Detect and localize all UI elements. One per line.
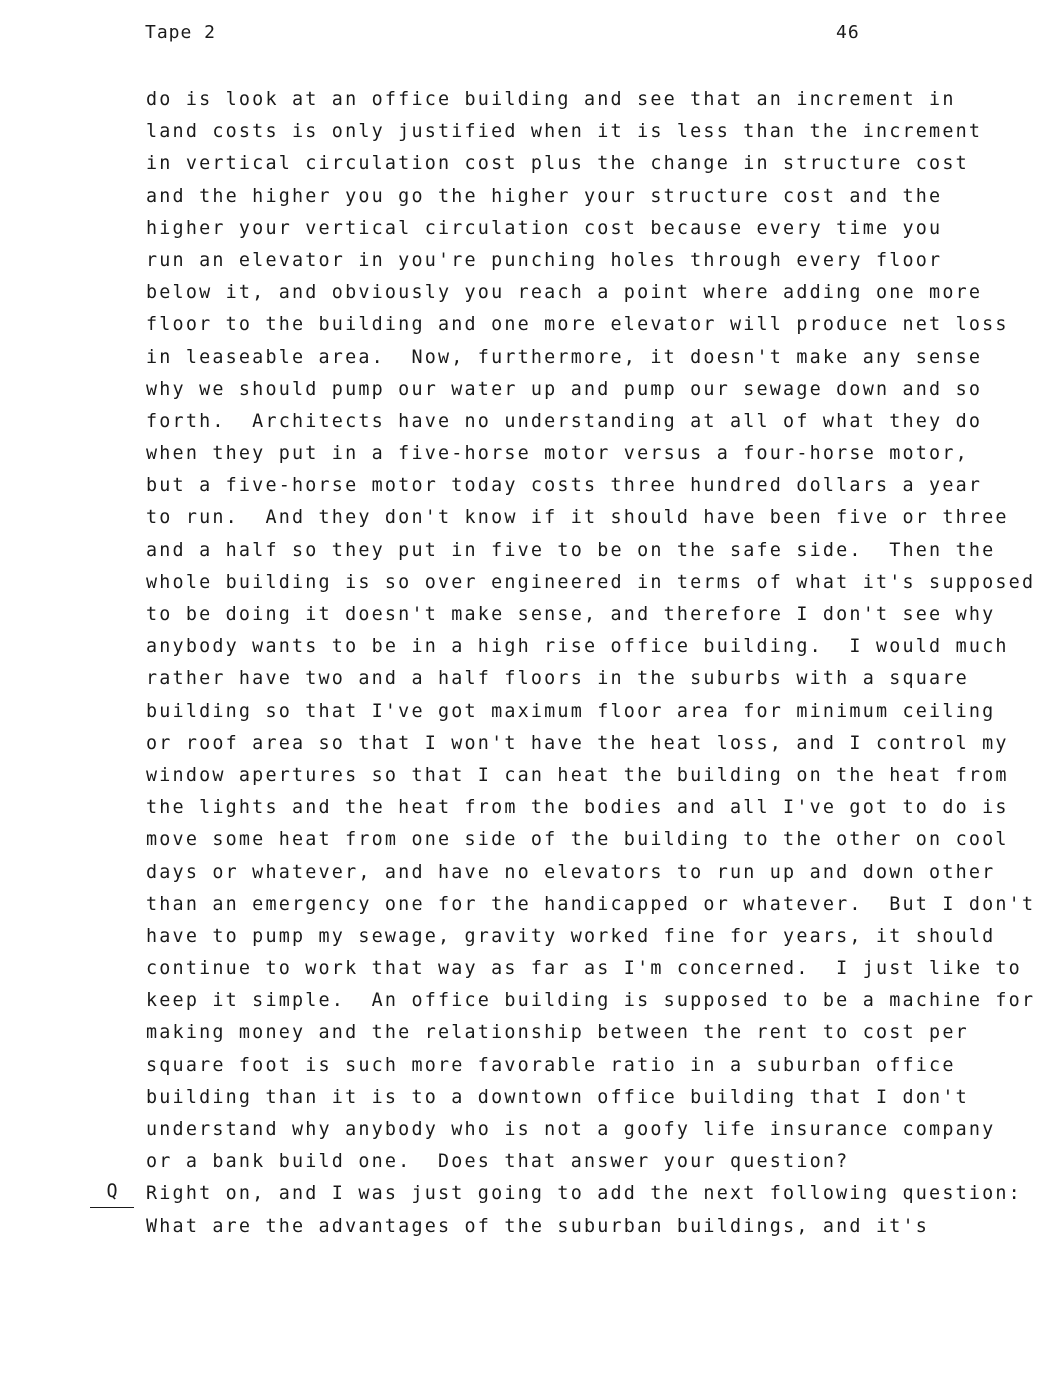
page-number: 46 (836, 22, 860, 43)
text-line: building so that I've got maximum floor area for minimum ceiling (146, 700, 996, 722)
question-line: What are the advantages of the suburban buildings, and it's (146, 1215, 930, 1237)
text-line: and a half so they put in five to be on the safe side. Then the (146, 539, 996, 561)
text-line: in leaseable area. Now, furthermore, it doesn't make any sense (146, 346, 983, 368)
text-line: why we should pump our water up and pump our sewage down and so (146, 378, 983, 400)
text-line: days or whatever, and have no elevators to run up and down other (146, 861, 996, 883)
text-line: keep it simple. An office building is supposed to be a machine for (146, 990, 1036, 1012)
text-line: when they put in a five-horse motor versus a four-horse motor, (146, 443, 969, 465)
text-line: rather have two and a half floors in the suburbs with a square (146, 668, 969, 690)
text-line: square foot is such more favorable ratio in a suburban office (146, 1054, 956, 1076)
text-line: or a bank build one. Does that answer your question? (146, 1151, 850, 1173)
text-line: forth. Architects have no understanding at all of what they do (146, 410, 983, 432)
text-line: whole building is so over engineered in terms of what it's supposed (146, 571, 1036, 593)
text-line: to run. And they don't know if it should have been five or three (146, 507, 1009, 529)
text-line: the lights and the heat from the bodies and all I've got to do is (146, 797, 1009, 819)
text-line: building than it is to a downtown office building that I don't (146, 1086, 969, 1108)
text-line: than an emergency one for the handicapped or whatever. But I don't (146, 893, 1036, 915)
transcript-body (146, 84, 1046, 1243)
text-line: do is look at an office building and see that an increment in (146, 89, 956, 110)
text-line: making money and the relationship between the rent to cost per (146, 1022, 969, 1044)
text-line: or roof area so that I won't have the heat loss, and I control my (146, 732, 1009, 754)
text-line: run an elevator in you're punching holes through every floor (146, 249, 943, 271)
text-line: higher your vertical circulation cost because every time you (146, 217, 943, 239)
question-line: Right on, and I was just going to add the next following question: (146, 1183, 1022, 1205)
text-line: below it, and obviously you reach a point where adding one more (146, 282, 983, 304)
text-line: anybody wants to be in a high rise office building. I would much (146, 636, 1009, 658)
text-line: in vertical circulation cost plus the change in structure cost (146, 153, 969, 175)
text-line: but a five-horse motor today costs three hundred dollars a year (146, 475, 983, 497)
text-line: window apertures so that I can heat the building on the heat from (146, 764, 1009, 786)
text-line: and the higher you go the higher your structure cost and the (146, 185, 943, 207)
question-speaker-marker: Q (90, 1176, 134, 1208)
text-line: move some heat from one side of the building to the other on cool (146, 829, 1009, 851)
text-line: floor to the building and one more elevator will produce net loss (146, 314, 1009, 336)
text-line: continue to work that way as far as I'm concerned. I just like to (146, 958, 1022, 980)
text-line: have to pump my sewage, gravity worked fine for years, it should (146, 925, 996, 947)
text-line: to be doing it doesn't make sense, and therefore I don't see why (146, 604, 996, 625)
text-line: understand why anybody who is not a goofy life insurance company (146, 1119, 996, 1140)
tape-label: Tape 2 (145, 22, 217, 43)
text-line: land costs is only justified when it is less than the increment (146, 121, 983, 143)
